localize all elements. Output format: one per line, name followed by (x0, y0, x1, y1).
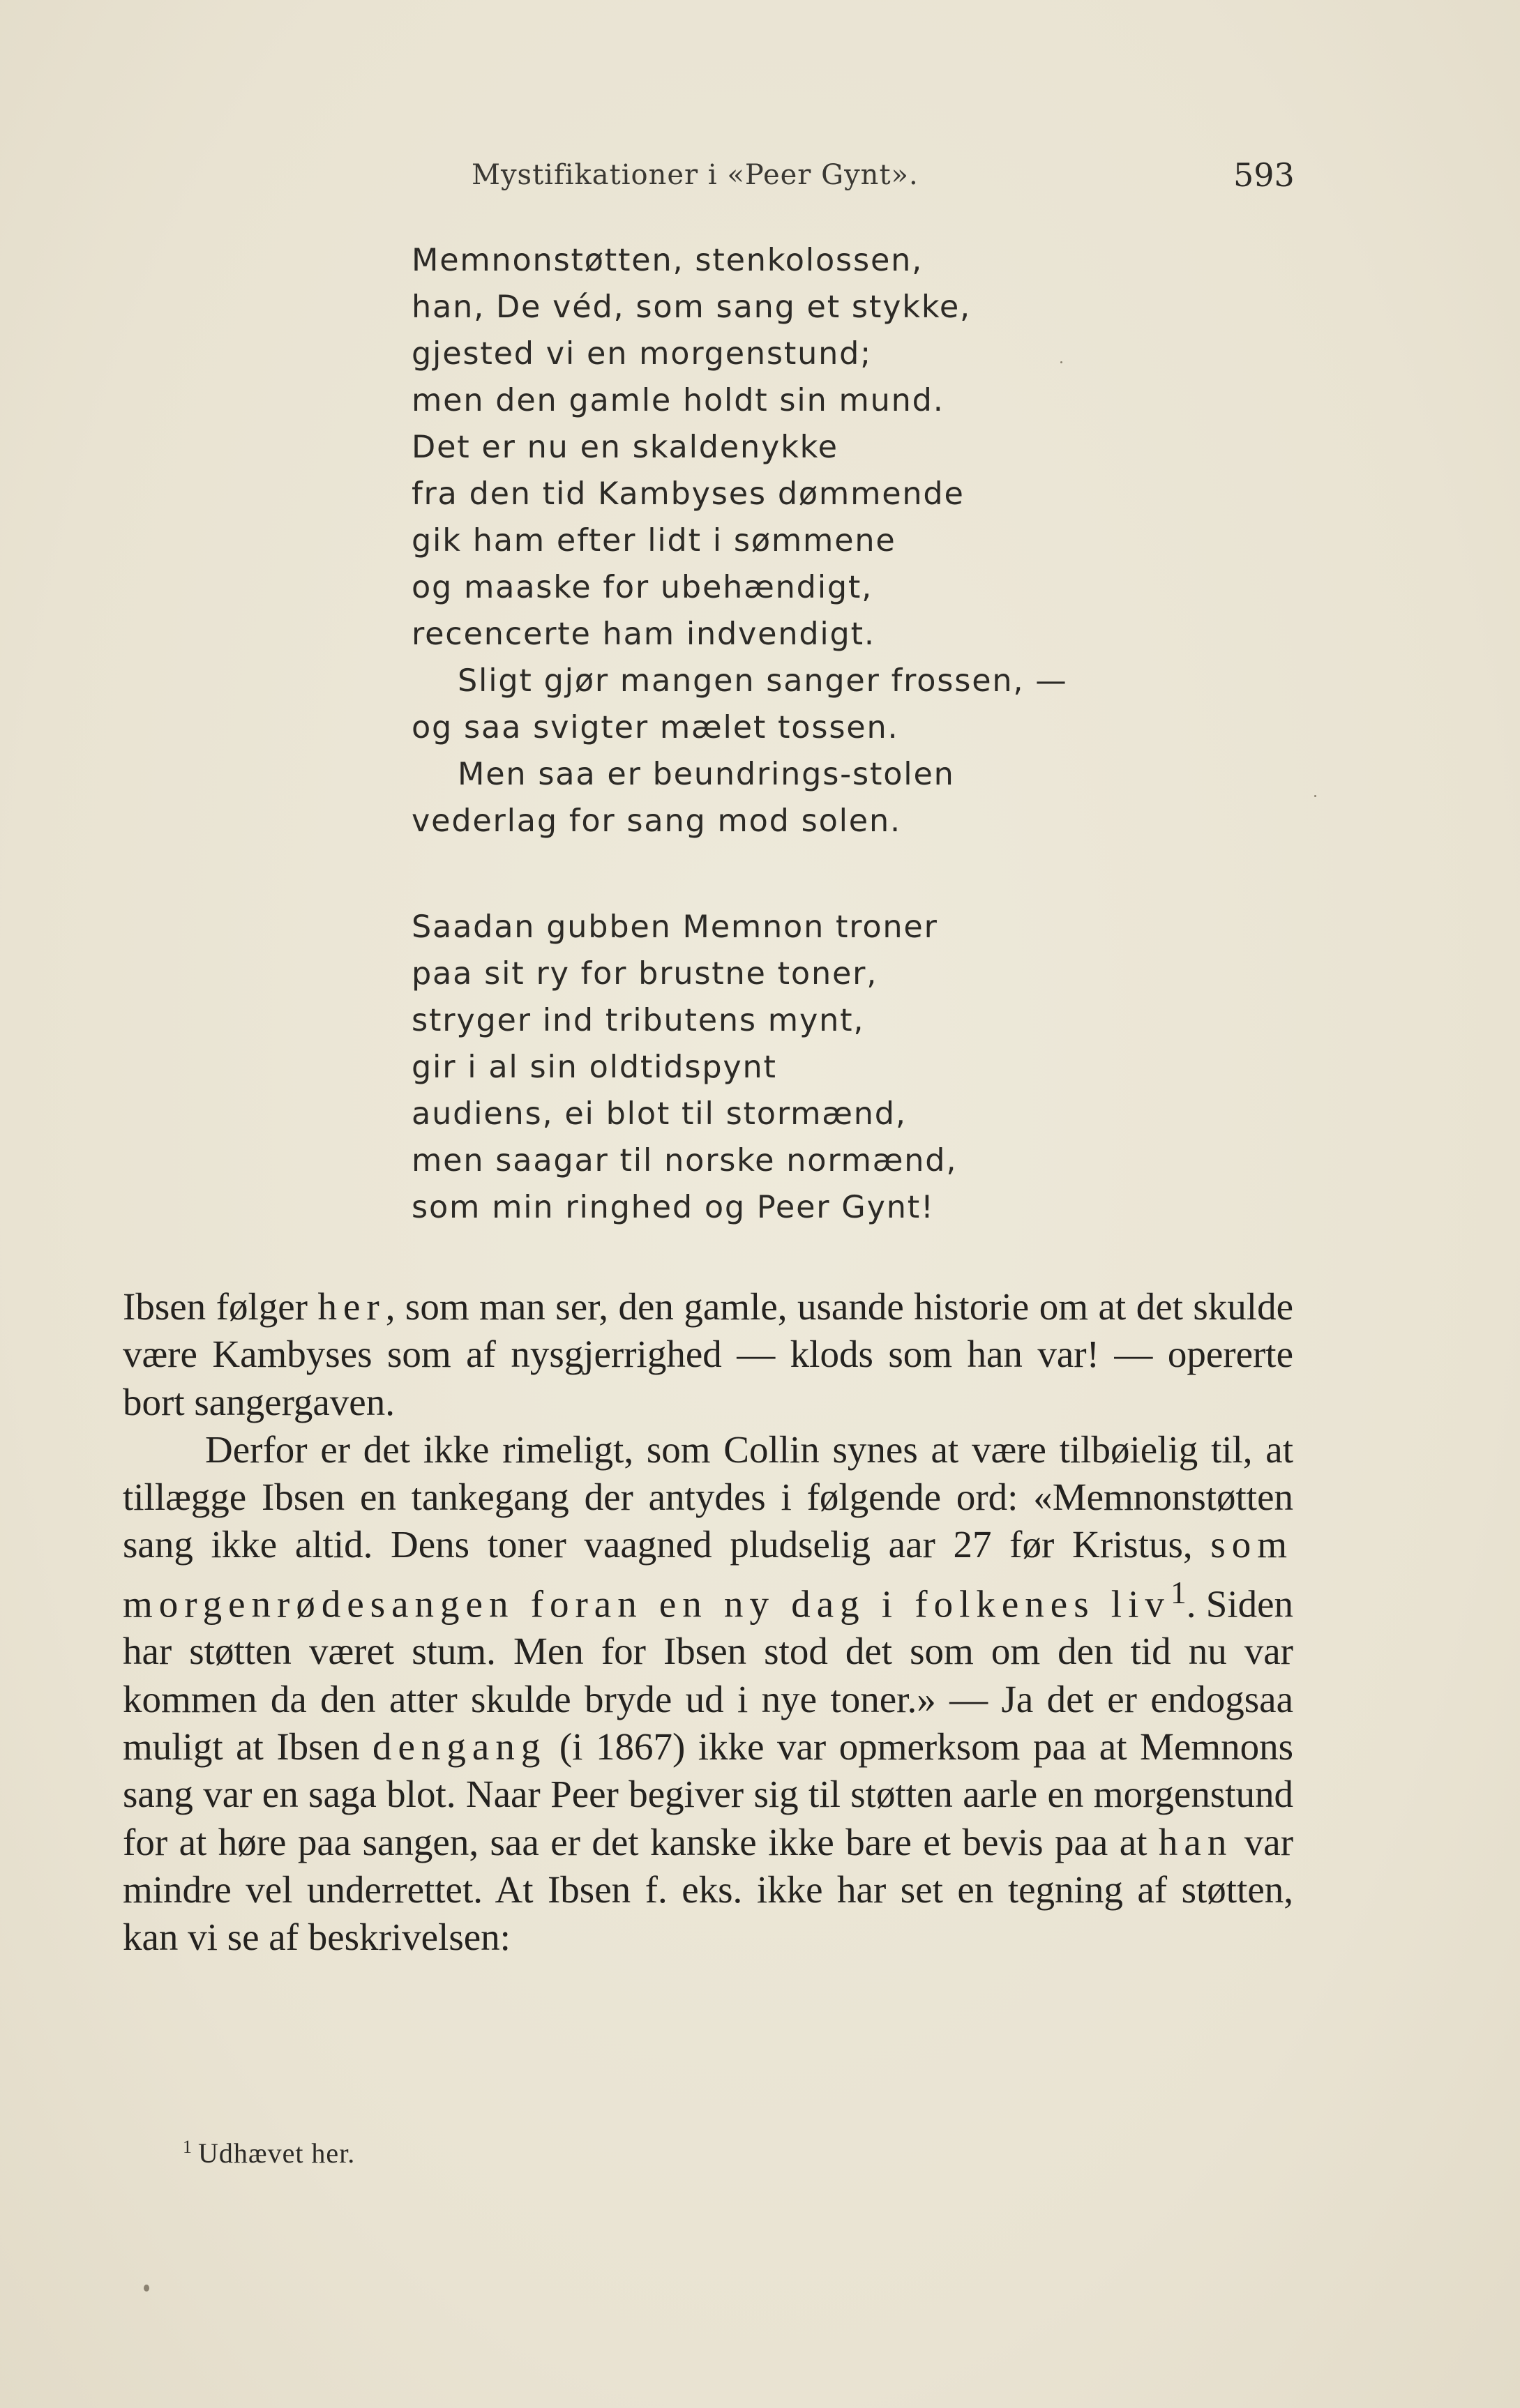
poem-line: fra den tid Kambyses dømmende (412, 476, 965, 512)
poem-stanza-1 (412, 237, 1068, 845)
poem-line: gik ham efter lidt i sømmene (412, 523, 896, 559)
poem-line: Memnonstøtten, stenkolossen, (412, 243, 924, 278)
poem-line: vederlag for sang mod solen. (412, 803, 901, 839)
poem-line: audiens, ei blot til stormænd, (412, 1096, 907, 1132)
emphasis-spaced: her (317, 1285, 386, 1328)
poem-line: paa sit ry for brustne toner, (412, 956, 878, 992)
footnote-reference[interactable]: 1 (1170, 1574, 1187, 1610)
footnote-mark: 1 (183, 2137, 193, 2157)
emphasis-spaced: dengang (373, 1725, 547, 1768)
poem-line: gir i al sin oldtidspynt (412, 1050, 777, 1085)
poem-line: gjested vi en morgenstund; (412, 336, 872, 372)
footnote (183, 2137, 355, 2170)
poem-line: han, De véd, som sang et stykke, (412, 289, 971, 325)
paragraph (123, 1426, 1293, 1962)
poem-line: stryger ind tributens mynt, (412, 1003, 865, 1038)
text-run: (i 1867) ikke var opmerksom paa at Memnons sang var en saga blot. Naar Peer begiver sig til støtten aarle en morgenstund for at høre paa sangen, saa er det kanske ikke bare et bevis paa at (123, 1725, 1293, 1863)
paper-speck (144, 2285, 149, 2292)
text-run: Ibsen følger (123, 1285, 318, 1328)
text-run: . Siden har støtten været stum. Men for Ibsen stod det som om den tid nu var kommen da den atter skulde bryde ud i nye toner.» — Ja det er endogsaa muligt at Ibsen (123, 1582, 1294, 1768)
poem-line: og saa svigter mælet tossen. (412, 710, 899, 745)
emphasis-spaced: han (1158, 1820, 1233, 1863)
poem-line: men den gamle holdt sin mund. (412, 383, 945, 418)
text-run: var mindre vel underrettet. At Ibsen f. eks. ikke har set en tegning af støtten, kan vi se af beskrivelsen: (123, 1820, 1294, 1959)
poem-line: men saagar til norske normænd, (412, 1143, 958, 1179)
paper-speck (1314, 795, 1316, 797)
text-run: , som man ser, den gamle, usande historie om at det skulde være Kambyses som af nysgjerrighed — klods som han var! — opererte bort sangergaven. (123, 1285, 1293, 1423)
poem-line: og maaske for ubehændigt, (412, 570, 873, 605)
poem-line: Saadan gubben Memnon troner (412, 909, 938, 945)
poem-line: Men saa er beundrings-stolen (458, 757, 955, 792)
running-title: Mystifikationer i «Peer Gynt». (472, 159, 919, 191)
poem-line: som min ringhed og Peer Gynt! (412, 1190, 935, 1225)
body-text (123, 1283, 1293, 1961)
paragraph (123, 1283, 1293, 1426)
emphasis-spaced: som morgenrødesangen foran en ny dag i folkenes liv (123, 1523, 1293, 1626)
page-header (0, 155, 1520, 204)
poem-line: Det er nu en skaldenykke (412, 430, 838, 465)
poem-stanza-2 (412, 904, 957, 1231)
text-run: Derfor er det ikke rimeligt, som Collin synes at være tilbøielig til, at tillægge Ibsen en tankegang der antydes i følgende ord: «Memnonstøtten sang ikke altid. Dens toner vaagned pludselig aar 27 før Kristus, (123, 1428, 1293, 1566)
paper-speck (1060, 361, 1062, 363)
page-number: 593 (1233, 156, 1295, 194)
footnote-text: Udhævet her. (198, 2137, 356, 2169)
poem-line: Sligt gjør mangen sanger frossen, — (458, 663, 1068, 699)
poem-line: recencerte ham indvendigt. (412, 616, 875, 652)
